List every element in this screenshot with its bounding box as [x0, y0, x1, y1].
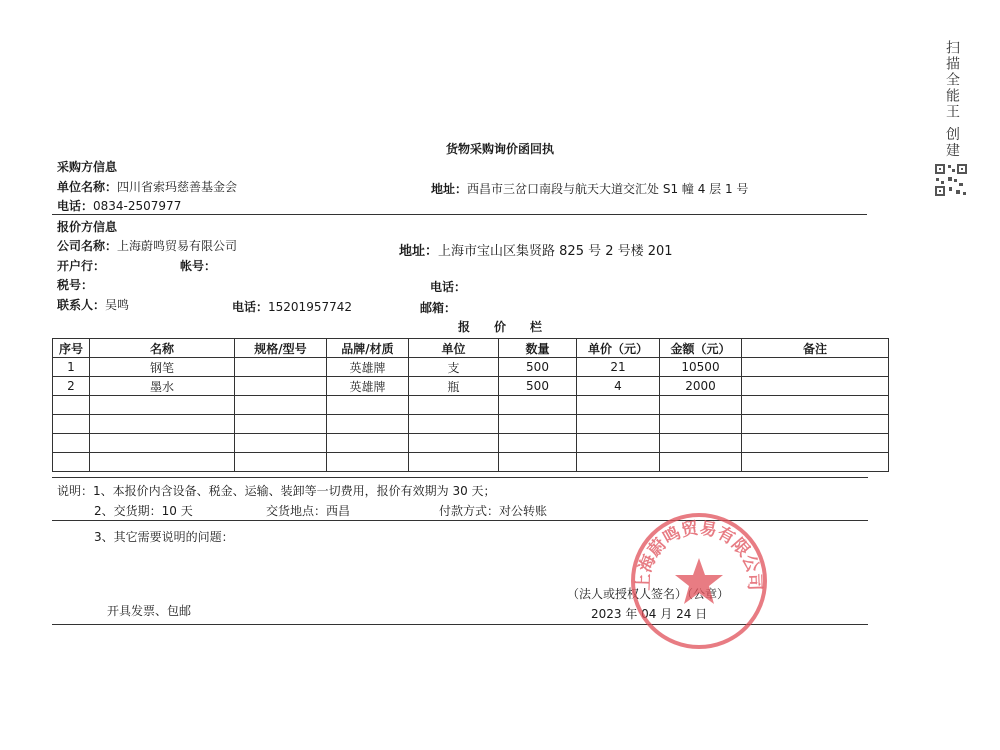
table-cell — [499, 453, 577, 472]
table-cell: 21 — [577, 358, 660, 377]
table-cell — [53, 396, 90, 415]
table-cell — [235, 415, 327, 434]
table-cell — [660, 415, 742, 434]
table-cell: 2 — [53, 377, 90, 396]
supplier-phone2-label: 电话： — [430, 280, 467, 294]
table-cell: 10500 — [660, 358, 742, 377]
purchaser-address-label: 地址： — [431, 182, 468, 196]
header-cell: 备注 — [742, 339, 889, 358]
table-cell — [235, 434, 327, 453]
table-row — [53, 415, 889, 434]
table-cell — [327, 415, 409, 434]
table-cell: 墨水 — [90, 377, 235, 396]
purchaser-phone-value: 0834-2507977 — [93, 199, 182, 213]
seal-star-icon — [675, 558, 723, 604]
table-cell: 支 — [409, 358, 499, 377]
header-cell: 序号 — [53, 339, 90, 358]
header-cell: 金额（元） — [660, 339, 742, 358]
table-cell — [499, 415, 577, 434]
signature-label: （法人或授权人签名）（公章） — [567, 587, 730, 601]
purchaser-section-title: 采购方信息 — [57, 160, 118, 174]
supplier-email-label: 邮箱： — [420, 301, 457, 315]
sign-date: 2023 年 04 月 24 日 — [591, 607, 708, 621]
table-cell — [742, 377, 889, 396]
supplier-contact — [57, 296, 129, 313]
table-cell: 英雄牌 — [327, 358, 409, 377]
note-other: 3、其它需要说明的问题： — [94, 530, 234, 544]
note-delivery-time: 2、交货期：10 天 — [94, 504, 193, 518]
supplier-contact-value: 吴鸣 — [105, 298, 130, 312]
table-cell — [53, 434, 90, 453]
table-cell — [327, 453, 409, 472]
purchaser-unit-label: 单位名称： — [57, 180, 118, 194]
table-row — [53, 377, 889, 396]
table-cell — [90, 415, 235, 434]
table-cell — [90, 396, 235, 415]
purchaser-unit-name: 四川省索玛慈善基金会 — [117, 180, 238, 194]
table-cell — [577, 453, 660, 472]
quote-table — [52, 338, 889, 472]
table-cell — [90, 453, 235, 472]
supplier-company-label: 公司名称： — [57, 239, 118, 253]
header-cell: 名称 — [90, 339, 235, 358]
supplier-company — [57, 237, 237, 254]
table-cell — [409, 415, 499, 434]
supplier-phone-label: 电话： — [232, 300, 269, 314]
scanner-watermark: 扫描全能王 创建 — [944, 40, 960, 159]
table-row — [53, 434, 889, 453]
table-cell — [235, 358, 327, 377]
supplier-bank-label: 开户行： — [57, 259, 106, 273]
table-header-row — [53, 339, 889, 358]
table-cell: 2000 — [660, 377, 742, 396]
table-cell: 钢笔 — [90, 358, 235, 377]
seal-text: 上海蔚鸣贸易有限公司 — [633, 518, 765, 591]
purchaser-address-value: 西昌市三岔口南段与航天大道交汇处 S1 幢 4 层 1 号 — [467, 182, 749, 196]
table-cell — [742, 396, 889, 415]
table-row — [53, 358, 889, 377]
table-cell — [53, 415, 90, 434]
table-cell — [90, 434, 235, 453]
supplier-tax-label: 税号： — [57, 278, 94, 292]
table-cell: 1 — [53, 358, 90, 377]
supplier-address-value: 上海市宝山区集贤路 825 号 2 号楼 201 — [438, 244, 673, 259]
table-cell — [577, 434, 660, 453]
document-title: 货物采购询价函回执 — [445, 142, 554, 156]
header-cell: 规格/型号 — [235, 339, 327, 358]
table-row — [53, 453, 889, 472]
supplier-phone — [232, 298, 352, 315]
divider — [52, 477, 868, 478]
supplier-section-title: 报价方信息 — [57, 220, 118, 234]
invoice-note: 开具发票、包邮 — [107, 604, 192, 618]
table-cell — [499, 434, 577, 453]
header-cell: 品牌/材质 — [327, 339, 409, 358]
table-cell — [235, 453, 327, 472]
purchaser-phone-label: 电话： — [57, 199, 94, 213]
note-delivery-place: 交货地点：西昌 — [266, 504, 351, 518]
table-cell — [742, 434, 889, 453]
table-row — [53, 396, 889, 415]
supplier-phone-value: 15201957742 — [268, 300, 352, 314]
table-cell: 500 — [499, 377, 577, 396]
supplier-contact-label: 联系人： — [57, 298, 106, 312]
purchaser-phone — [57, 197, 181, 214]
header-cell: 数量 — [499, 339, 577, 358]
table-cell — [742, 415, 889, 434]
note-payment: 付款方式：对公转账 — [439, 504, 548, 518]
header-cell: 单位 — [409, 339, 499, 358]
purchaser-unit — [57, 178, 237, 195]
quote-section-title: 报 价 栏 — [457, 320, 542, 334]
supplier-company-value: 上海蔚鸣贸易有限公司 — [117, 239, 238, 253]
table-cell — [409, 453, 499, 472]
table-cell: 瓶 — [409, 377, 499, 396]
table-cell — [742, 358, 889, 377]
supplier-address-label: 地址： — [399, 244, 439, 259]
company-seal — [624, 506, 774, 656]
divider — [52, 214, 867, 215]
table-cell — [577, 415, 660, 434]
table-cell — [235, 396, 327, 415]
table-cell: 500 — [499, 358, 577, 377]
table-cell — [660, 434, 742, 453]
table-cell — [327, 396, 409, 415]
table-cell — [409, 396, 499, 415]
header-cell: 单价（元） — [577, 339, 660, 358]
supplier-address — [399, 240, 673, 259]
table-cell — [235, 377, 327, 396]
table-cell — [660, 453, 742, 472]
table-cell — [577, 396, 660, 415]
table-cell: 英雄牌 — [327, 377, 409, 396]
table-cell — [409, 434, 499, 453]
purchaser-address — [431, 180, 748, 197]
supplier-account-label: 帐号： — [180, 259, 217, 273]
note-line-1: 说明：1、本报价内含设备、税金、运输、装卸等一切费用，报价有效期为 30 天； — [57, 484, 496, 498]
table-cell — [660, 396, 742, 415]
table-cell: 4 — [577, 377, 660, 396]
table-cell — [53, 453, 90, 472]
table-cell — [742, 453, 889, 472]
table-cell — [499, 396, 577, 415]
table-cell — [327, 434, 409, 453]
qr-code-icon — [934, 163, 968, 197]
